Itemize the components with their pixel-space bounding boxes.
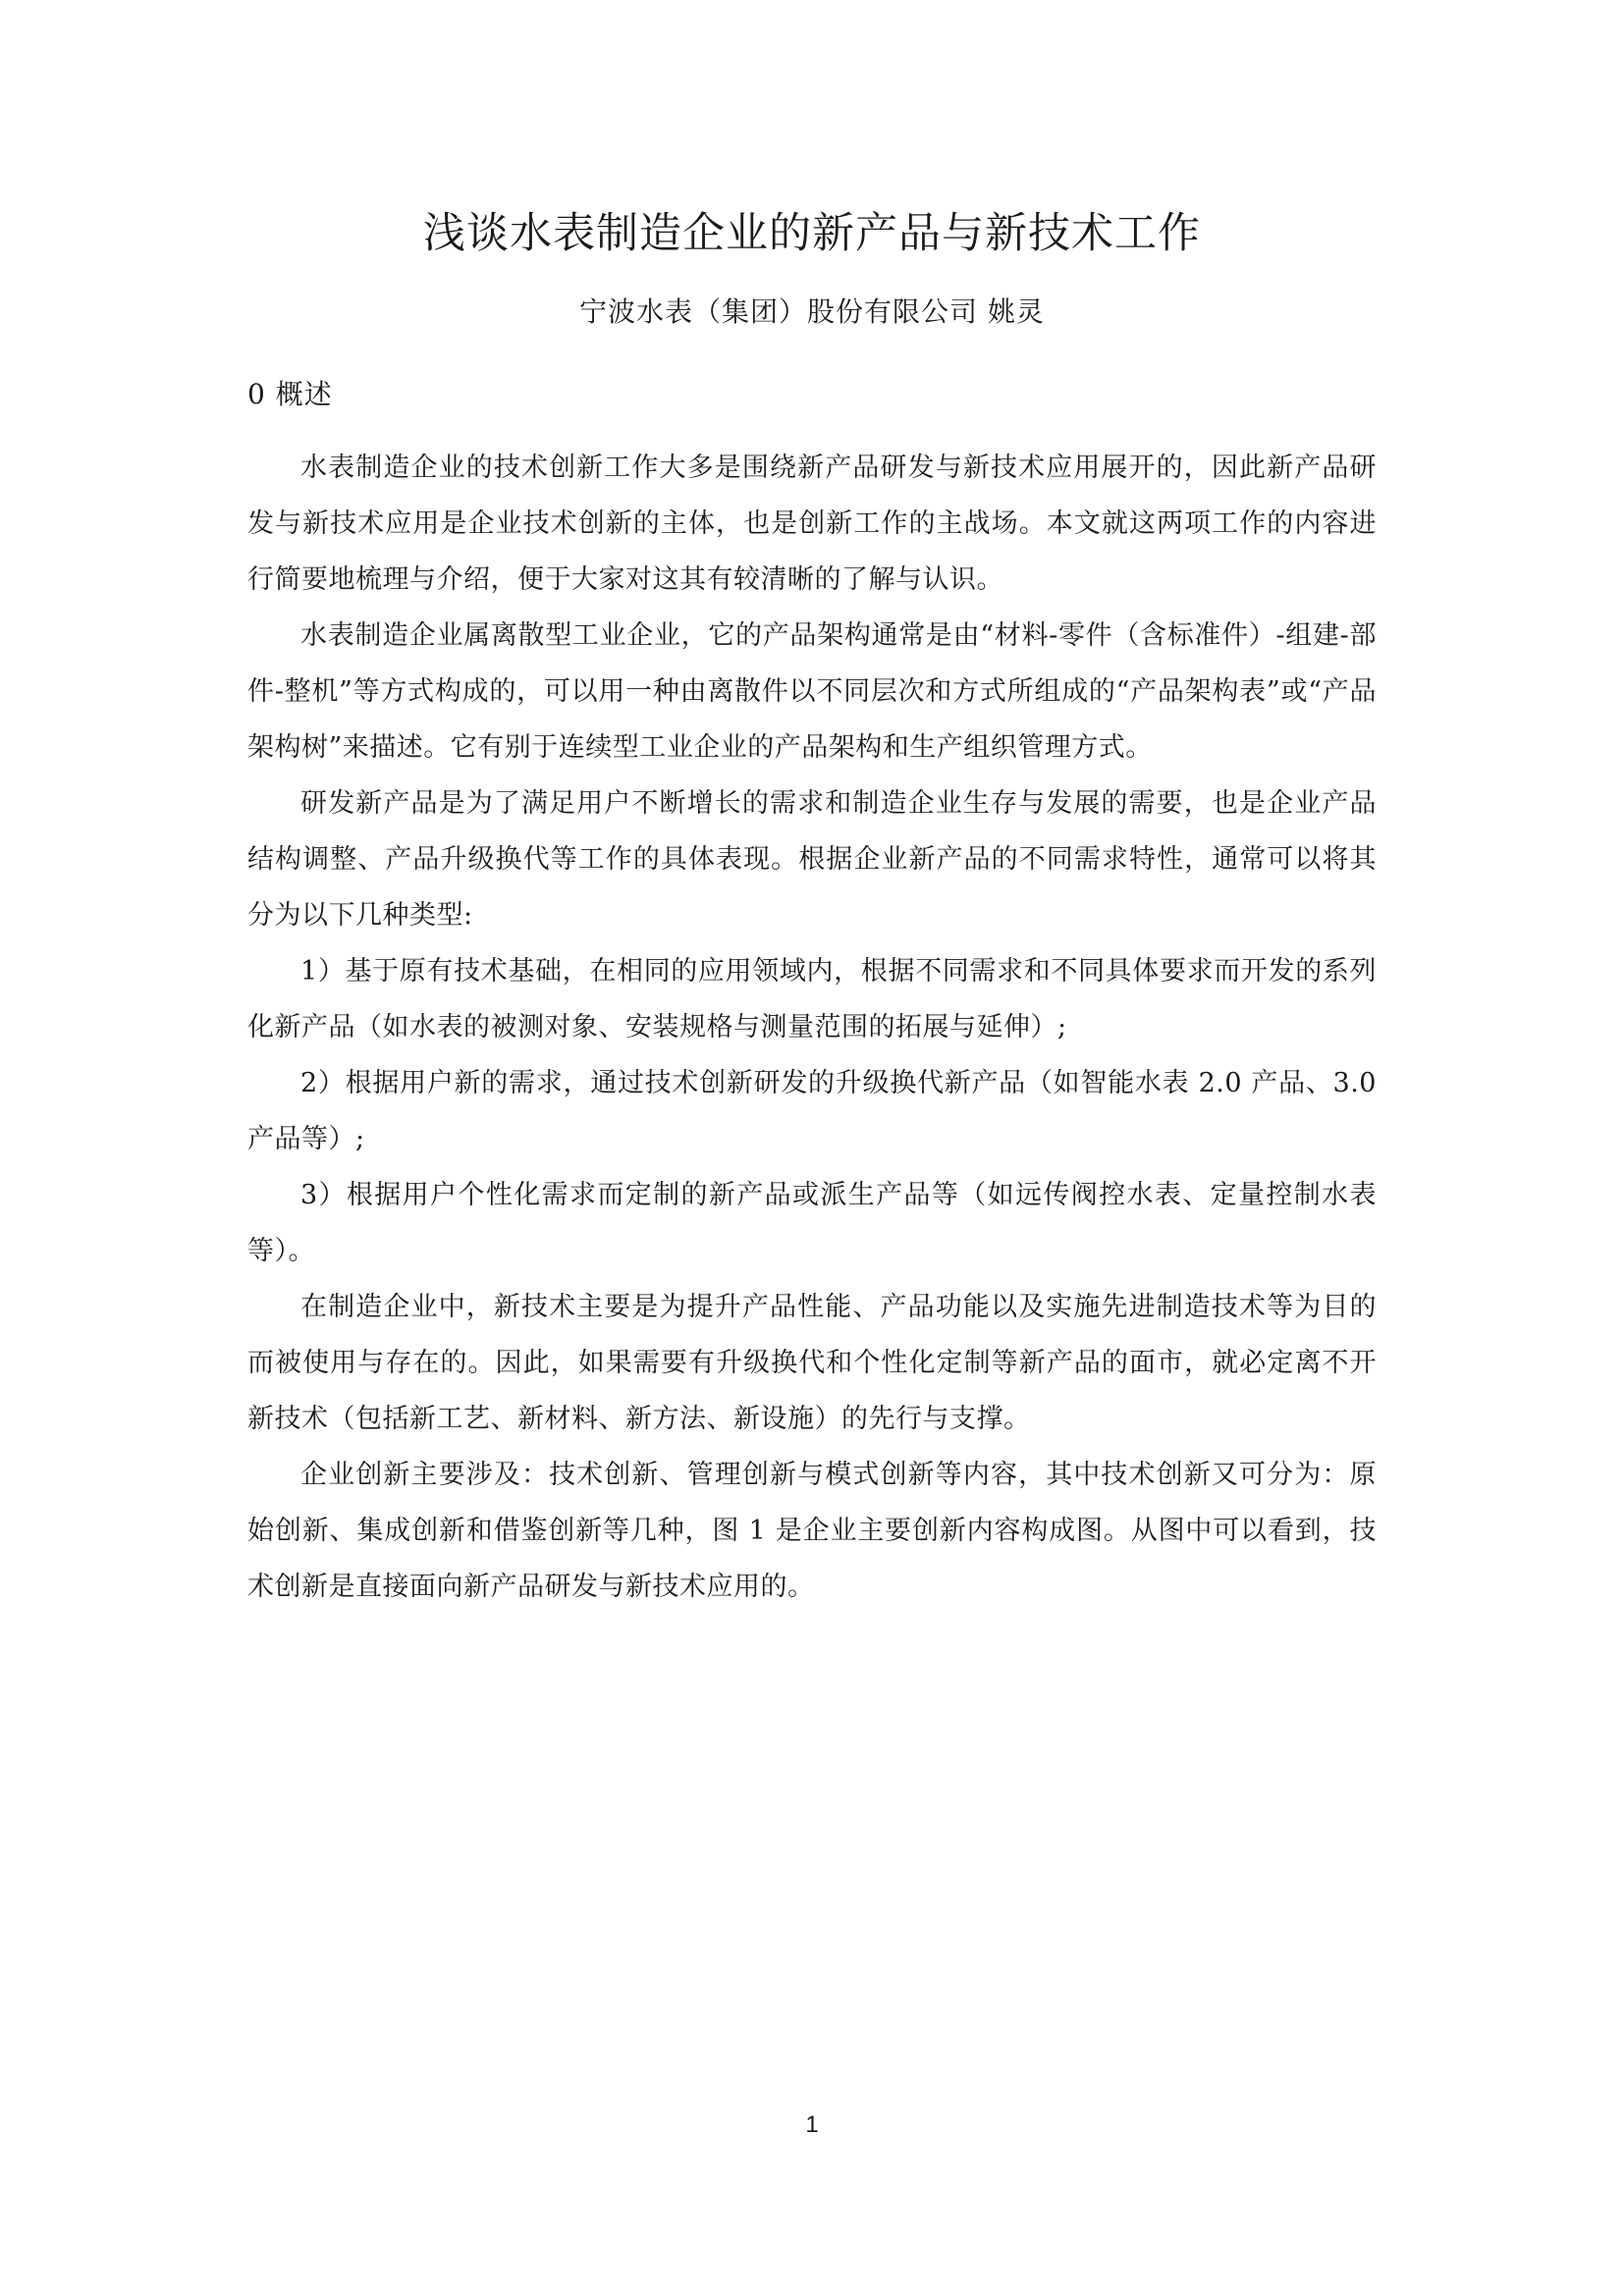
list-item: 2）根据用户新的需求，通过技术创新研发的升级换代新产品（如智能水表 2.0 产品、3.0 产品等）;	[247, 1068, 1377, 1154]
paragraph: 在制造企业中，新技术主要是为提升产品性能、产品功能以及实施先进制造技术等为目的而被使用与存在的。因此，如果需要有升级换代和个性化定制等新产品的面市，就必定离不开新技术（包括新工艺、新材料、新方法、新设施）的先行与支撑。	[247, 1292, 1377, 1434]
document-title: 浅谈水表制造企业的新产品与新技术工作	[423, 209, 1201, 258]
paragraph: 研发新产品是为了满足用户不断增长的需求和制造企业生存与发展的需要，也是企业产品结构调整、产品升级换代等工作的具体表现。根据企业新产品的不同需求特性，通常可以将其分为以下几种类型:	[247, 788, 1377, 931]
author-line: 宁波水表（集团）股份有限公司 姚灵	[579, 295, 1045, 328]
list-item: 1）基于原有技术基础，在相同的应用领域内，根据不同需求和不同具体要求而开发的系列化新产品（如水表的被测对象、安装规格与测量范围的拓展与延伸）;	[247, 956, 1377, 1042]
list-item: 3）根据用户个性化需求而定制的新产品或派生产品等（如远传阀控水表、定量控制水表等）。	[247, 1180, 1377, 1266]
paragraph: 水表制造企业的技术创新工作大多是围绕新产品研发与新技术应用展开的，因此新产品研发与新技术应用是企业技术创新的主体，也是创新工作的主战场。本文就这两项工作的内容进行简要地梳理与介绍，便于大家对这其有较清晰的了解与认识。	[247, 453, 1377, 595]
document-body	[247, 440, 1377, 1615]
paragraph: 企业创新主要涉及：技术创新、管理创新与模式创新等内容，其中技术创新又可分为：原始创新、集成创新和借鉴创新等几种，图 1 是企业主要创新内容构成图。从图中可以看到，技术创新是直接面向新产品研发与新技术应用的。	[247, 1460, 1377, 1602]
paragraph: 水表制造企业属离散型工业企业，它的产品架构通常是由“材料-零件（含标准件）-组建-部件-整机”等方式构成的，可以用一种由离散件以不同层次和方式所组成的“产品架构表”或“产品架构树”来描述。它有别于连续型工业企业的产品架构和生产组织管理方式。	[247, 620, 1377, 763]
section-heading: 0 概述	[247, 378, 333, 410]
page-number: 1	[805, 2111, 819, 2138]
